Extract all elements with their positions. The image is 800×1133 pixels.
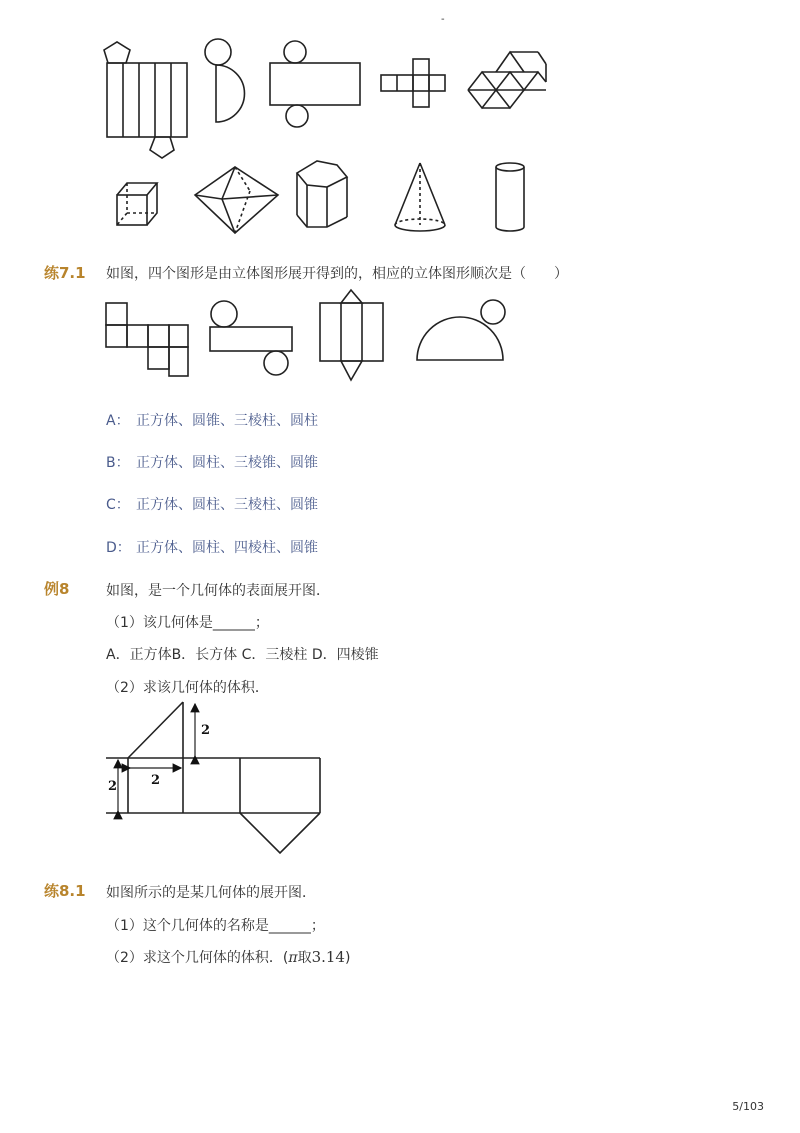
practice-8-1-label: 练8.1 — [44, 882, 86, 900]
practice-8-1-q1: （1）这个几何体的名称是______； — [106, 918, 325, 934]
example-8-q2: （2）求该几何体的体积． — [106, 680, 269, 696]
practice-7-1-label: 练7.1 — [44, 264, 86, 282]
example-8-q1: （1）该几何体是______； — [106, 615, 269, 631]
practice-8-1-q2 — [106, 947, 350, 967]
page-number: 5/103 — [732, 1100, 764, 1113]
option-d-letter: D： — [106, 540, 131, 556]
option-b[interactable] — [106, 452, 318, 472]
option-d-text: 正方体、圆柱、四棱柱、圆锥 — [136, 540, 318, 556]
top-mark: - — [441, 14, 445, 25]
option-b-letter: B： — [106, 455, 130, 471]
practice-7-1-question: 如图，四个图形是由立体图形展开得到的，相应的立体图形顺次是（ ） — [106, 266, 568, 282]
option-b-text: 正方体、圆柱、三棱锥、圆锥 — [136, 455, 318, 471]
q2-suffix: ) — [344, 950, 351, 966]
example-8-net-figure — [0, 698, 800, 858]
option-a-letter: A： — [106, 413, 130, 429]
q2-prefix: （2）求这个几何体的体积．( — [106, 950, 289, 966]
dim-label-horizontal: 2 — [151, 773, 161, 788]
option-a[interactable] — [106, 410, 318, 430]
pi-value: 3.14 — [311, 948, 345, 966]
dim-label-vertical-top: 2 — [201, 723, 211, 738]
option-c[interactable] — [106, 494, 318, 514]
example-8-label: 例8 — [44, 580, 70, 598]
dim-label-vertical-left: 2 — [108, 779, 118, 794]
option-a-text: 正方体、圆锥、三棱柱、圆柱 — [136, 413, 318, 429]
option-c-text: 正方体、圆柱、三棱柱、圆锥 — [136, 497, 318, 513]
example-8-question: 如图，是一个几何体的表面展开图． — [106, 583, 330, 599]
solids-row-figure — [0, 155, 800, 240]
pi-symbol: π — [288, 950, 298, 966]
example-8-choices: A．正方体B．长方体 C．三棱柱 D．四棱锥 — [106, 647, 379, 663]
option-c-letter: C： — [106, 497, 130, 513]
q2-mid: 取 — [297, 950, 312, 966]
option-d[interactable] — [106, 537, 318, 557]
practice-7-1-figure — [0, 288, 800, 383]
practice-8-1-question: 如图所示的是某几何体的展开图． — [106, 885, 316, 901]
nets-row-figure — [0, 30, 800, 170]
